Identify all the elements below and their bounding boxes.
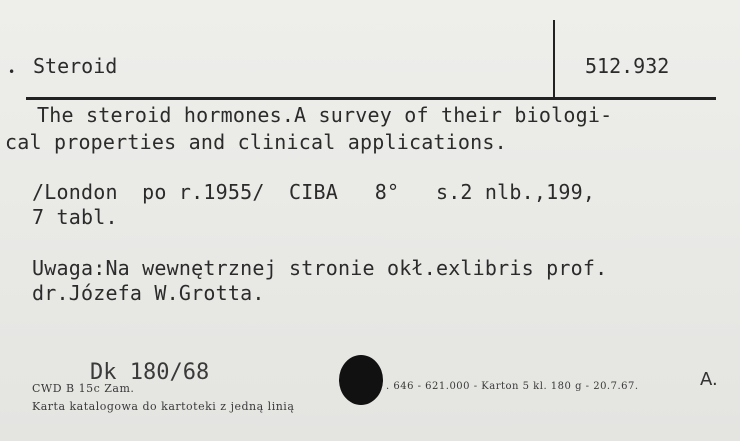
publication-line-1: /London po r.1955/ CIBA 8° s.2 nlb.,199, [32,180,596,204]
subject-heading: Steroid [33,54,118,78]
bullet-mark: • [8,65,16,79]
card-note: Karta katalogowa do kartoteki z jedną linią [32,400,295,413]
title-line-2: cal properties and clinical applications. [5,130,507,154]
classification-number: 512.932 [585,54,670,78]
cwd-print-label: CWD B 15c Zam. [32,382,135,395]
corner-mark: A. [700,369,718,390]
header-vertical-rule [553,20,555,98]
note-line-2: dr.Józefa W.Grotta. [32,281,265,305]
publication-line-2: 7 tabl. [32,205,118,229]
punch-hole [339,355,383,405]
title-line-1: The steroid hormones.A survey of their biologi- [37,103,613,127]
note-line-1: Uwaga:Na wewnętrznej stronie okł.exlibris prof. [32,256,608,280]
print-specs: . 646 - 621.000 - Karton 5 kl. 180 g - 20.7.67. [386,381,639,392]
call-number: Dk 180/68 [90,360,210,385]
header-horizontal-rule [26,97,716,100]
